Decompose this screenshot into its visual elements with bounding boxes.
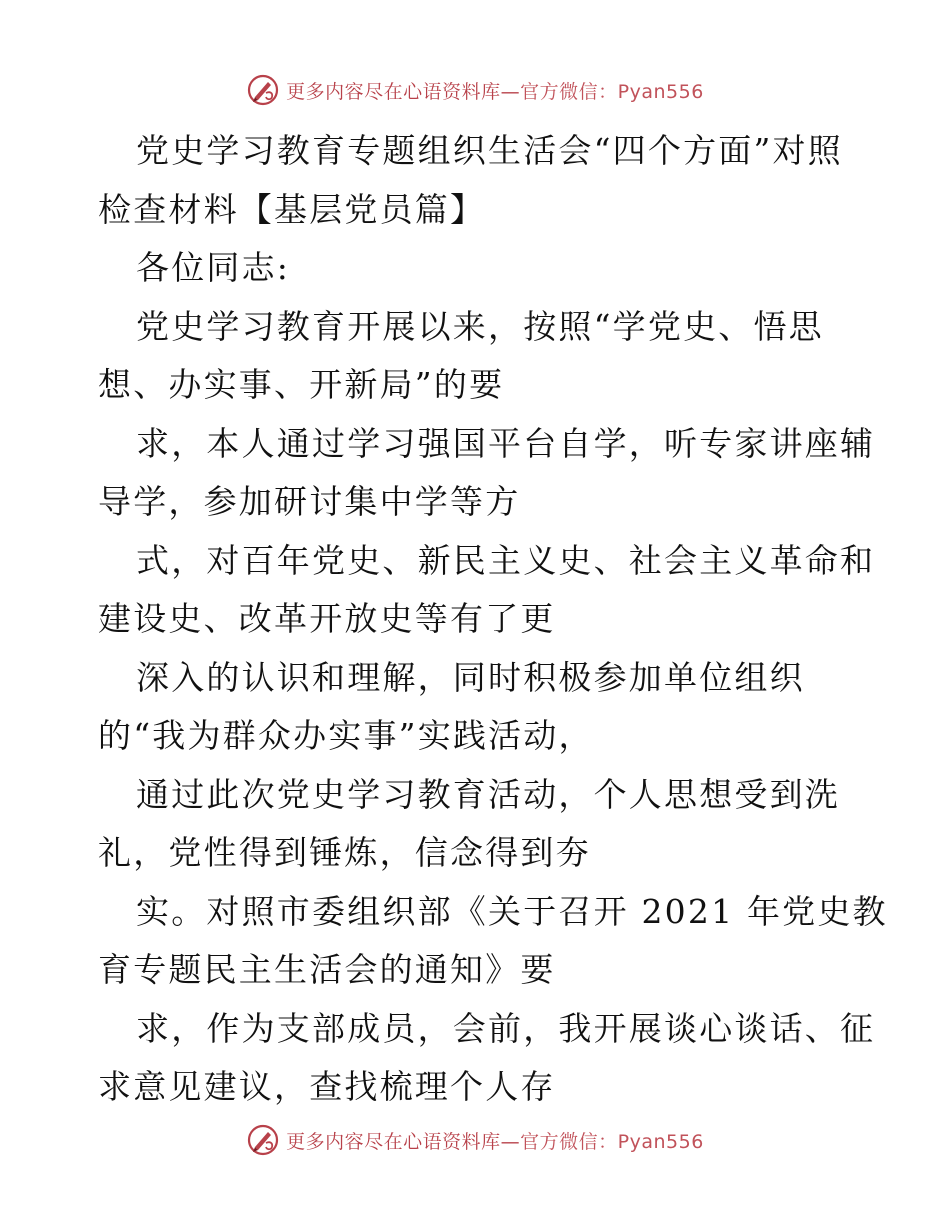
banner-dash: — <box>500 80 521 103</box>
paragraph-line: 导学，参加研讨集中学等方 <box>98 482 521 521</box>
header-banner <box>0 70 950 110</box>
paragraph-line: 想、办实事、开新局”的要 <box>98 365 505 404</box>
banner-wechat-text: 官方微信：Pyan556 <box>520 80 704 103</box>
document-body <box>98 122 888 1117</box>
banner-wechat-text: 官方微信：Pyan556 <box>520 1130 704 1153</box>
banner-dash: — <box>500 1130 521 1153</box>
paragraph-line: 求，本人通过学习强国平台自学，听专家讲座辅 <box>136 423 876 463</box>
title-line-2: 检查材料【基层党员篇】 <box>98 189 486 229</box>
flame-pen-logo-icon <box>246 73 280 107</box>
paragraph-line: 的“我为群众办实事”实践活动， <box>98 716 594 755</box>
paragraph-line: 党史学习教育开展以来，按照“学党史、悟思 <box>136 306 824 346</box>
paragraph-line: 求，作为支部成员，会前，我开展谈心谈话、征 <box>136 1008 876 1048</box>
paragraph-line: 育专题民主生活会的通知》要 <box>98 950 556 989</box>
banner-site-text: 更多内容尽在心语资料库 <box>286 80 501 103</box>
paragraph-line: 求意见建议，查找梳理个人存 <box>98 1067 556 1106</box>
footer-banner <box>0 1120 950 1160</box>
paragraph-line: 礼，党性得到锤炼，信念得到夯 <box>98 833 591 872</box>
salutation: 各位同志: <box>136 248 291 287</box>
paragraph-line: 建设史、改革开放史等有了更 <box>98 599 556 638</box>
paragraph-line: 实。对照市委组织部《关于召开 2021 年党史教 <box>136 891 888 931</box>
banner-site-text: 更多内容尽在心语资料库 <box>286 1130 501 1153</box>
flame-pen-logo-icon <box>246 1123 280 1157</box>
paragraph-line: 深入的认识和理解，同时积极参加单位组织 <box>136 657 805 697</box>
paragraph-line: 式，对百年党史、新民主义史、社会主义革命和 <box>136 540 876 580</box>
title-line-1: 党史学习教育专题组织生活会“四个方面”对照 <box>136 131 843 170</box>
paragraph-line: 通过此次党史学习教育活动，个人思想受到洗 <box>136 774 840 814</box>
